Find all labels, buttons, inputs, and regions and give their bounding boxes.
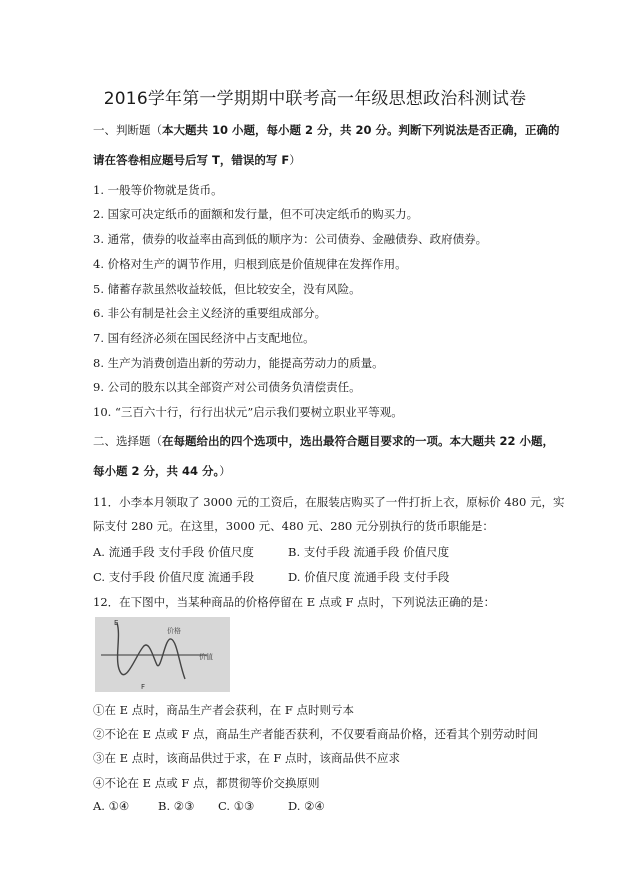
point-f-label: F <box>141 683 146 691</box>
question-12-option-a: A. ①④ <box>93 799 130 813</box>
point-e-label: E <box>114 619 119 627</box>
section2-instructions-line2: 每小题 2 分，共 44 分。 <box>93 464 220 478</box>
judgment-item-9: 9. 公司的股东以其全部资产对公司债务负清偿责任。 <box>93 380 361 394</box>
section1-instructions-line1: 本大题共 10 小题，每小题 2 分，共 20 分。判断下列说法是否正确，正确的 <box>162 123 560 137</box>
section1-heading-cont <box>93 152 301 168</box>
judgment-item-10: 10. “三百六十行，行行出状元”启示我们要树立职业平等观。 <box>93 405 403 419</box>
question-11-option-d: D. 价值尺度 流通手段 支付手段 <box>288 570 450 584</box>
judgment-item-6: 6. 非公有制是社会主义经济的重要组成部分。 <box>93 306 327 320</box>
question-12-statement-3: ③在 E 点时，该商品供过于求，在 F 点时，该商品供不应求 <box>93 751 400 765</box>
price-label: 价格 <box>167 627 181 635</box>
question-11-stem-line2: 际支付 280 元。在这里，3000 元、480 元、280 元分别执行的货币职能是： <box>93 519 494 533</box>
question-11-option-c: C. 支付手段 价值尺度 流通手段 <box>93 570 255 584</box>
judgment-item-2: 2. 国家可决定纸币的面额和发行量，但不可决定纸币的购买力。 <box>93 207 419 221</box>
section1-heading <box>93 122 560 138</box>
price-value-figure <box>95 617 230 692</box>
question-12-option-c: C. ①③ <box>218 799 255 813</box>
section1-label: 一、判断题（ <box>93 123 162 137</box>
section2-instructions-line1: 在每题给出的四个选项中，选出最符合题目要求的一项。本大题共 22 小题， <box>162 434 555 448</box>
question-12-option-d: D. ②④ <box>288 799 325 813</box>
section2-heading-cont <box>93 463 231 479</box>
question-11-option-b: B. 支付手段 流通手段 价值尺度 <box>288 545 450 559</box>
section2-heading <box>93 433 554 449</box>
price-value-graph <box>95 617 230 692</box>
question-12-option-b: B. ②③ <box>158 799 195 813</box>
section2-close: ） <box>219 464 231 478</box>
question-12-stem: 12．在下图中，当某种商品的价格停留在 E 点或 F 点时，下列说法正确的是： <box>93 595 496 609</box>
judgment-item-7: 7. 国有经济必须在国民经济中占支配地位。 <box>93 331 315 345</box>
judgment-item-1: 1. 一般等价物就是货币。 <box>93 183 223 197</box>
judgment-item-3: 3. 通常，债券的收益率由高到低的顺序为：公司债券、金融债券、政府债券。 <box>93 232 488 246</box>
judgment-item-4: 4. 价格对生产的调节作用，归根到底是价值规律在发挥作用。 <box>93 257 407 271</box>
question-12-statement-2: ②不论在 E 点或 F 点，商品生产者能否获利，不仅要看商品价格，还看其个别劳动时间 <box>93 727 538 741</box>
section1-instructions-line2: 请在答卷相应题号后写 T，错误的写 F <box>93 153 290 167</box>
question-12-statement-4: ④不论在 E 点或 F 点，都贯彻等价交换原则 <box>93 776 320 790</box>
judgment-item-8: 8. 生产为消费创造出新的劳动力，能提高劳动力的质量。 <box>93 356 384 370</box>
exam-title: 2016学年第一学期期中联考高一年级思想政治科测试卷 <box>103 89 527 109</box>
question-12-statement-1: ①在 E 点时，商品生产者会获利，在 F 点时则亏本 <box>93 703 354 717</box>
question-11-option-a: A. 流通手段 支付手段 价值尺度 <box>93 545 254 559</box>
question-11-stem-line1: 11．小李本月领取了 3000 元的工资后，在服装店购买了一件打折上衣，原标价 480 元，实 <box>93 495 565 509</box>
judgment-item-5: 5. 储蓄存款虽然收益较低，但比较安全，没有风险。 <box>93 282 361 296</box>
value-label: 价值 <box>199 653 213 661</box>
section1-close: ） <box>289 153 301 167</box>
section2-label: 二、选择题（ <box>93 434 162 448</box>
